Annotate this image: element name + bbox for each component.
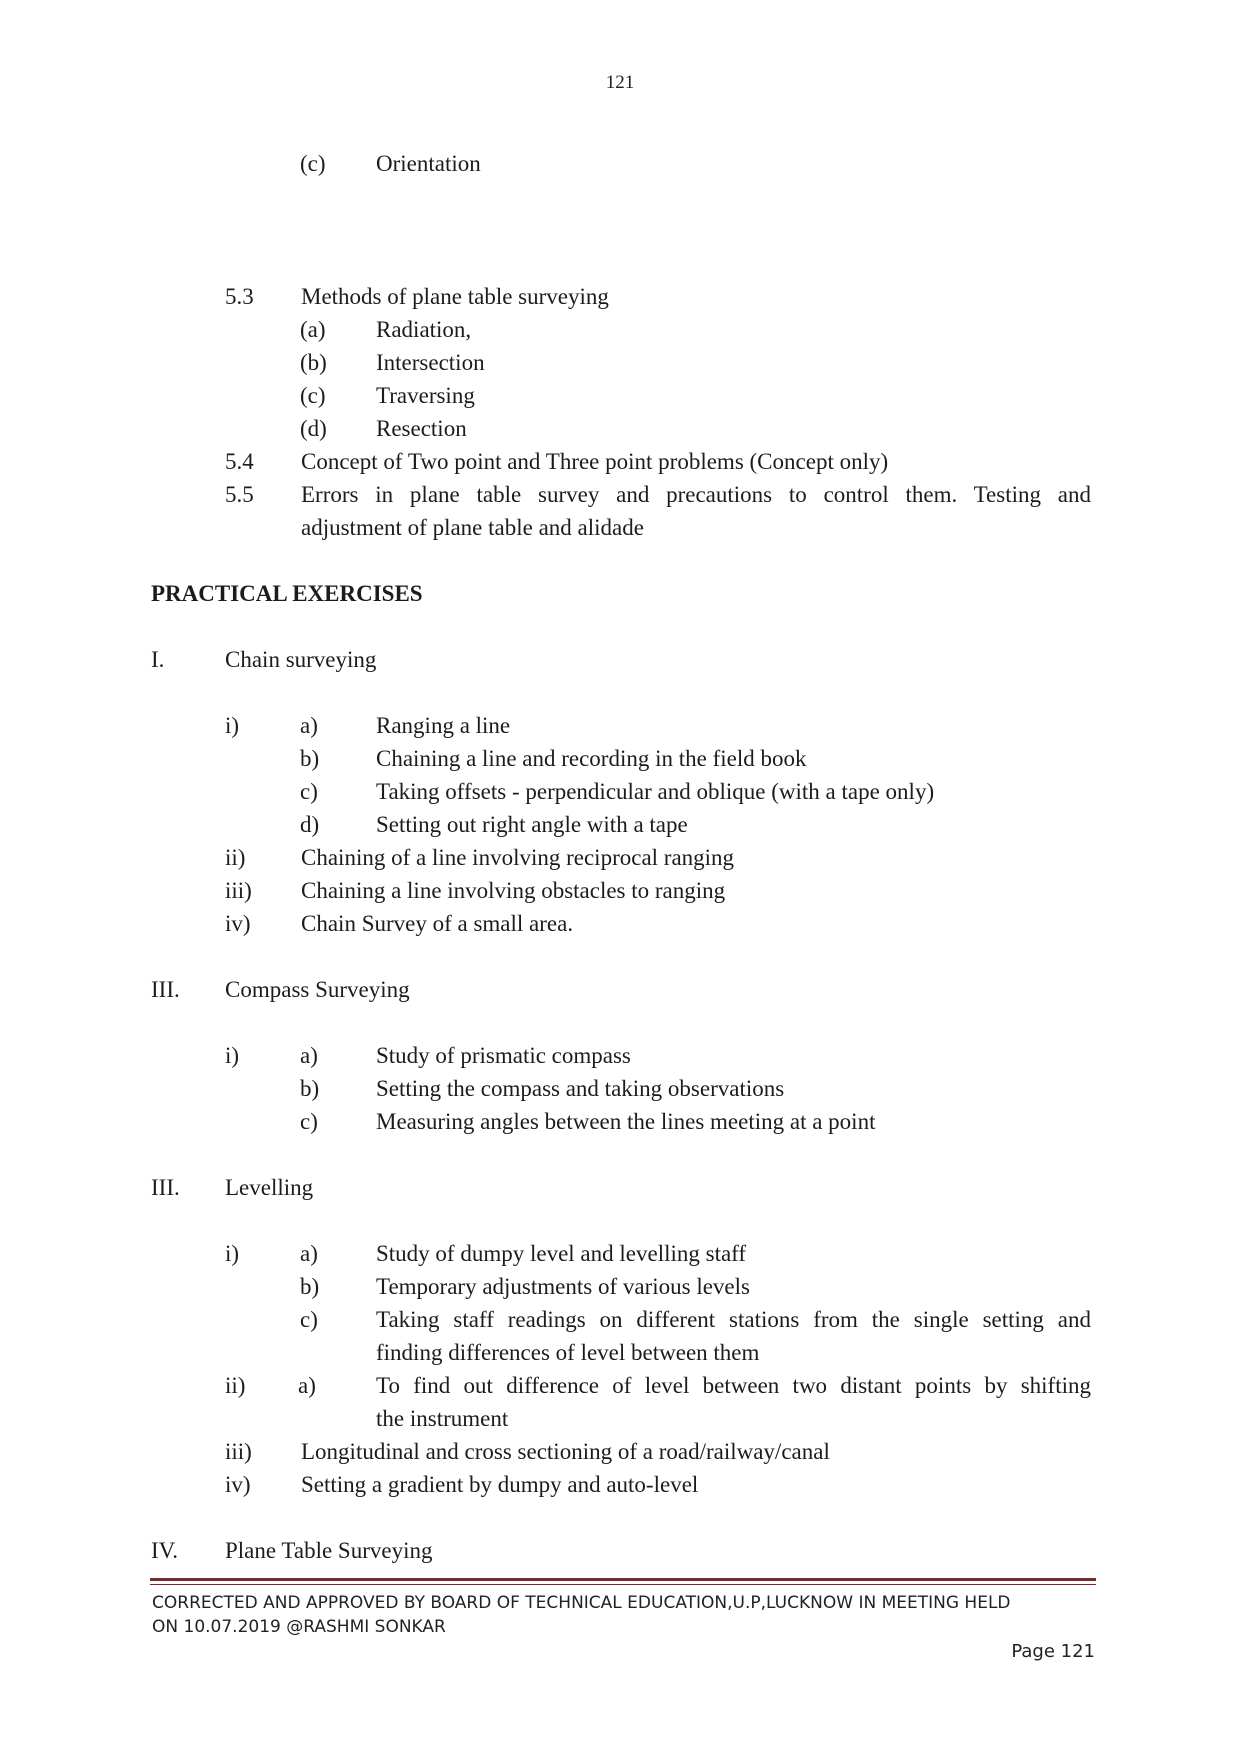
list-marker: d) [300, 812, 320, 837]
list-item-text: Measuring angles between the lines meeting at a point [376, 1109, 876, 1134]
list-item-text-line: Taking staff readings on different stations from the single setting and [376, 1307, 1091, 1332]
list-marker: b) [300, 1274, 320, 1299]
section-numeral: III. [151, 977, 180, 1002]
section-text-line: Errors in plane table survey and precautions to control them. Testing and [301, 482, 1091, 507]
section-title: Concept of Two point and Three point problems (Concept only) [301, 449, 889, 474]
list-marker: i) [225, 713, 240, 738]
list-marker: a) [300, 1241, 318, 1266]
footer-line: ON 10.07.2019 @RASHMI SONKAR [152, 1617, 446, 1637]
list-marker: ii) [225, 1373, 246, 1398]
list-marker: b) [300, 746, 320, 771]
section-title: Compass Surveying [225, 977, 410, 1002]
list-item-text: Chaining a line involving obstacles to ranging [301, 878, 726, 903]
list-marker: c) [300, 1109, 318, 1134]
list-marker: i) [225, 1043, 240, 1068]
section-text-line: adjustment of plane table and alidade [301, 515, 644, 540]
practical-heading: PRACTICAL EXERCISES [151, 581, 423, 606]
list-item-text: Setting out right angle with a tape [376, 812, 688, 837]
footer-rule-thin [150, 1584, 1096, 1585]
section-number: 5.5 [225, 482, 254, 507]
list-marker: a) [298, 1373, 316, 1398]
list-marker: (d) [300, 416, 327, 441]
list-marker: a) [300, 713, 318, 738]
list-item-text: Intersection [376, 350, 485, 375]
list-item-text: Resection [376, 416, 467, 441]
footer-page-number: Page 121 [1011, 1641, 1095, 1662]
list-item-text: Setting the compass and taking observations [376, 1076, 785, 1101]
section-numeral: I. [151, 647, 165, 672]
list-marker: iii) [225, 878, 252, 903]
section-numeral: III. [151, 1175, 180, 1200]
list-item-text: Chain Survey of a small area. [301, 911, 574, 936]
list-item-text: Chaining of a line involving reciprocal ranging [301, 845, 735, 870]
list-marker: (c) [300, 151, 326, 176]
section-number: 5.3 [225, 284, 254, 309]
list-marker: (b) [300, 350, 327, 375]
list-item-text: Traversing [376, 383, 475, 408]
footer-line: CORRECTED AND APPROVED BY BOARD OF TECHNICAL EDUCATION,U.P,LUCKNOW IN MEETING HELD [152, 1593, 1011, 1613]
list-item-text-line: the instrument [376, 1406, 509, 1431]
list-marker: a) [300, 1043, 318, 1068]
list-item-text: Study of prismatic compass [376, 1043, 631, 1068]
list-item-text: Longitudinal and cross sectioning of a road/railway/canal [301, 1439, 830, 1464]
list-marker: iv) [225, 1472, 251, 1497]
list-marker: iv) [225, 911, 251, 936]
list-marker: (a) [300, 317, 326, 342]
section-title: Plane Table Surveying [225, 1538, 433, 1563]
list-marker: b) [300, 1076, 320, 1101]
list-marker: ii) [225, 845, 246, 870]
page-number-top: 121 [605, 72, 635, 93]
list-item-text: Taking offsets - perpendicular and oblique (with a tape only) [376, 779, 935, 804]
section-numeral: IV. [151, 1538, 179, 1563]
list-marker: (c) [300, 383, 326, 408]
list-item-text: Setting a gradient by dumpy and auto-level [301, 1472, 699, 1497]
section-title: Methods of plane table surveying [301, 284, 609, 309]
list-item-text: Study of dumpy level and levelling staff [376, 1241, 747, 1266]
list-marker: c) [300, 779, 318, 804]
section-title: Chain surveying [225, 647, 377, 672]
list-item-text: Temporary adjustments of various levels [376, 1274, 750, 1299]
list-item-text-line: To find out difference of level between two distant points by shifting [376, 1373, 1091, 1398]
list-marker: c) [300, 1307, 318, 1332]
list-marker: iii) [225, 1439, 252, 1464]
list-item-text-line: finding differences of level between them [376, 1340, 760, 1365]
list-item-text: Chaining a line and recording in the field book [376, 746, 807, 771]
section-title: Levelling [225, 1175, 314, 1200]
section-number: 5.4 [225, 449, 254, 474]
list-item-text: Orientation [376, 151, 481, 176]
list-marker: i) [225, 1241, 240, 1266]
list-item-text: Ranging a line [376, 713, 511, 738]
footer-rule [150, 1578, 1096, 1581]
list-item-text: Radiation, [376, 317, 472, 342]
